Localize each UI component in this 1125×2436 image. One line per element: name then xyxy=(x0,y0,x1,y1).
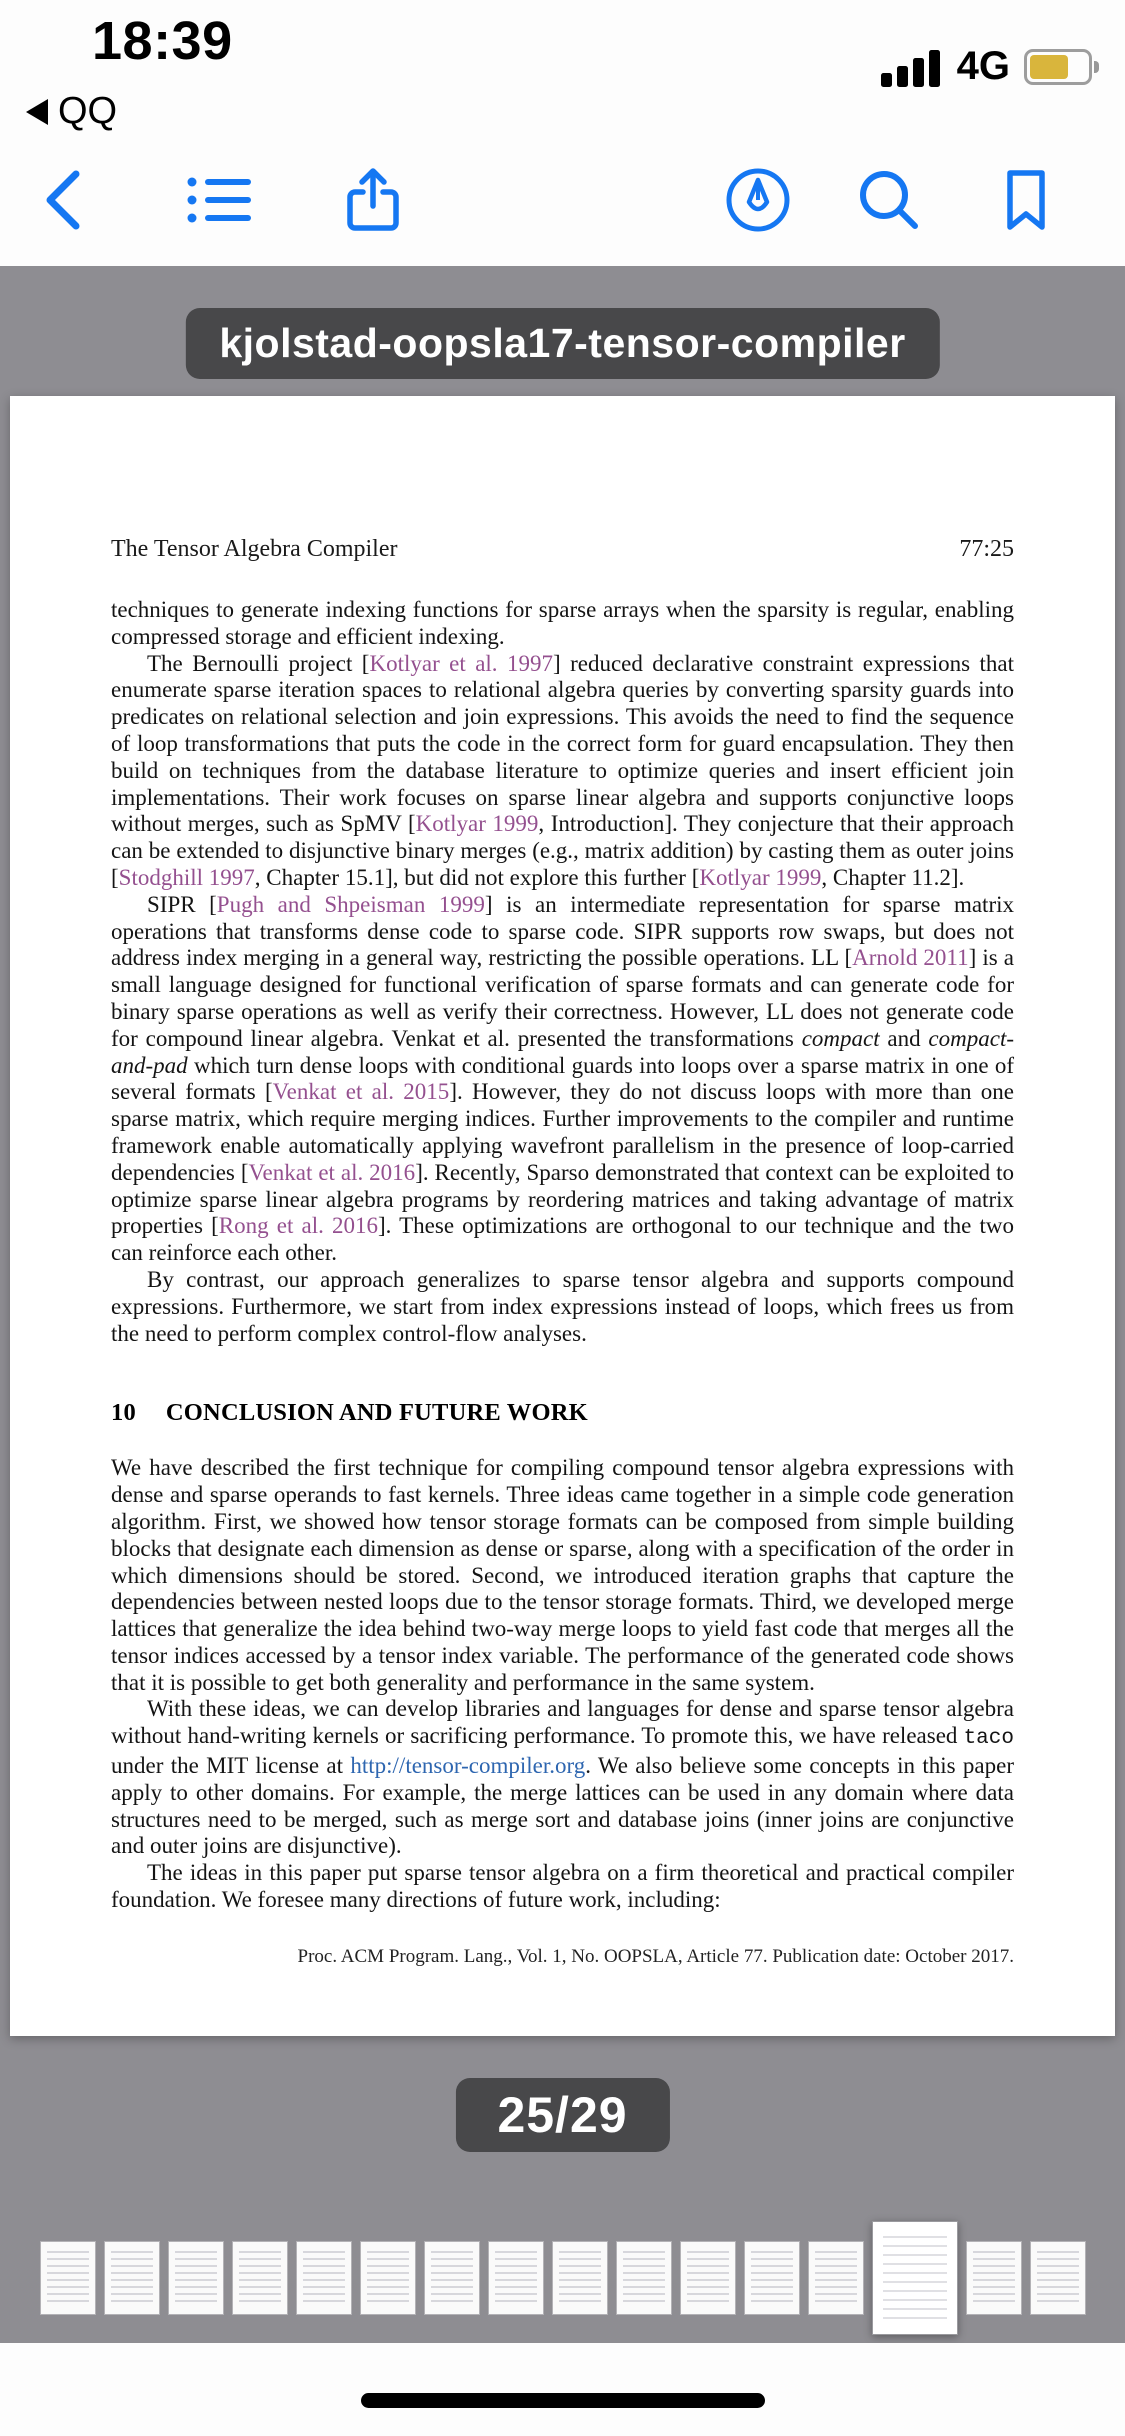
share-button[interactable] xyxy=(337,164,409,236)
page-thumbnail[interactable] xyxy=(232,2241,288,2315)
paragraph xyxy=(111,597,1014,651)
status-time: 18:39 xyxy=(92,11,233,71)
text-run: taco xyxy=(963,1727,1014,1751)
paragraph xyxy=(111,892,1014,1267)
page-thumbnail[interactable] xyxy=(488,2241,544,2315)
text-run: under the MIT license at xyxy=(111,1753,351,1779)
text-run: , Introduction]. They conjecture that their approach can be extended to disjunctive binary merges (e.g., matrix addition) by casting them as outer joins [ xyxy=(111,811,1014,890)
text-run: With these ideas, we can develop libraries and languages for dense and sparse tensor algebra without hand-writing kernels or sacrificing performance. To promote this, we have released xyxy=(111,1696,1014,1749)
outline-button[interactable] xyxy=(182,164,254,236)
text-run: , Chapter 15.1], but did not explore this further [ xyxy=(254,864,700,890)
paper-body-top xyxy=(111,597,1014,1347)
page-thumbnail[interactable] xyxy=(680,2241,736,2315)
text-run: ]. These optimizations are orthogonal to our technique and the two can reinforce each other. xyxy=(111,1213,1014,1266)
text-run: By contrast, our approach generalizes to sparse tensor algebra and supports compound expressions. Furthermore, we start from index expressions instead of loops, which frees us from the need to perform complex control-flow analyses. xyxy=(111,1266,1014,1346)
share-icon xyxy=(337,164,409,236)
pdf-toolbar xyxy=(0,140,1125,266)
section-title: CONCLUSION AND FUTURE WORK xyxy=(165,1399,588,1427)
page-thumbnail[interactable] xyxy=(744,2241,800,2315)
section-heading xyxy=(111,1399,1014,1427)
page-thumbnail[interactable] xyxy=(1030,2241,1086,2315)
paper-body-conclusion xyxy=(111,1455,1014,1914)
battery-icon xyxy=(1024,49,1099,85)
home-indicator[interactable] xyxy=(361,2393,765,2408)
search-icon xyxy=(853,164,925,236)
text-run: ]. However, they do not discuss loops with more than one sparse matrix, which require merging indices. Further improvements to the compiler and runtime framework enable automatically applying wavefront parallelism in the presence of loop-carried dependencies [ xyxy=(111,1079,1014,1185)
page-thumbnail[interactable] xyxy=(966,2241,1022,2315)
back-button[interactable] xyxy=(32,164,104,236)
pdf-page[interactable] xyxy=(10,396,1115,2036)
filename-badge: kjolstad-oopsla17-tensor-compiler xyxy=(185,308,939,379)
page-thumbnail-current[interactable] xyxy=(872,2221,958,2335)
citation-link[interactable]: Rong et al. 2016 xyxy=(218,1213,378,1239)
text-run: , Chapter 11.2]. xyxy=(821,864,965,890)
text-run: SIPR [ xyxy=(147,891,217,917)
outline-list-icon xyxy=(182,164,254,236)
search-button[interactable] xyxy=(853,164,925,236)
page-thumbnail[interactable] xyxy=(424,2241,480,2315)
text-run: which turn dense loops with conditional guards into loops over a sparse matrix in one of several formats [ xyxy=(111,1052,1014,1105)
status-right-cluster xyxy=(881,44,1099,89)
page-thumbnail[interactable] xyxy=(296,2241,352,2315)
back-to-app[interactable] xyxy=(26,90,117,133)
citation-link[interactable]: Arnold 2011 xyxy=(852,945,969,971)
page-thumbnail[interactable] xyxy=(360,2241,416,2315)
paragraph xyxy=(111,651,1014,892)
page-thumbnail[interactable] xyxy=(552,2241,608,2315)
page-thumbnail[interactable] xyxy=(808,2241,864,2315)
external-link[interactable]: http://tensor-compiler.org xyxy=(350,1753,586,1779)
bookmark-button[interactable] xyxy=(990,164,1062,236)
paragraph xyxy=(111,1455,1014,1696)
citation-link[interactable]: Kotlyar et al. 1997 xyxy=(369,650,553,676)
page-thumbnail[interactable] xyxy=(168,2241,224,2315)
text-run: and xyxy=(879,1025,929,1051)
top-chrome xyxy=(0,0,1125,266)
page-thumbnail[interactable] xyxy=(104,2241,160,2315)
back-triangle-icon xyxy=(26,99,48,125)
text-run: ] reduced declarative constraint expressions that enumerate sparse iteration spaces to relational algebra queries by converting sparsity guards into predicates on relational selection and join expressions. This avoids the need to find the sequence of loop transformations that puts the code in the correct form for guard encapsulation. They then build on techniques from the database literature to optimize queries and insert efficient join implementations. Their work focuses on sparse linear algebra and supports conjunctive loops without merges, such as SpMV [ xyxy=(111,650,1014,837)
signal-strength-icon xyxy=(881,47,943,87)
annotate-button[interactable] xyxy=(722,164,794,236)
running-header-pageref: 77:25 xyxy=(959,536,1014,562)
bookmark-icon xyxy=(990,164,1062,236)
text-run: ] is an intermediate representation for sparse matrix operations that transforms dense code to sparse code. SIPR supports row swaps, but does not address index merging in a general way, restricting the possible operations. LL [ xyxy=(111,891,1014,971)
text-run: The Bernoulli project [ xyxy=(147,650,370,676)
paragraph xyxy=(111,1860,1014,1914)
page-thumbnail[interactable] xyxy=(40,2241,96,2315)
citation-link[interactable]: Venkat et al. 2016 xyxy=(248,1159,416,1185)
text-run: compact xyxy=(801,1025,880,1051)
citation-link[interactable]: Pugh and Shpeisman 1999 xyxy=(216,891,485,917)
text-run: ]. Recently, Sparso demonstrated that context can be exploited to optimize sparse linear algebra programs by reordering matrices and taking advantage of matrix properties [ xyxy=(111,1159,1014,1239)
text-run: . We also believe some concepts in this paper apply to other domains. For example, the merge lattices can be used in any domain where data structures need to be merged, such as merge sort and database joins (inner joins are conjunctive and outer joins are disjunctive). xyxy=(111,1753,1015,1859)
citation-link[interactable]: Kotlyar 1999 xyxy=(699,864,822,890)
citation-link[interactable]: Venkat et al. 2015 xyxy=(272,1079,450,1105)
chevron-left-icon xyxy=(32,164,104,236)
running-header-title: The Tensor Algebra Compiler xyxy=(111,536,398,562)
thumbnail-strip[interactable] xyxy=(40,2221,1086,2335)
page-indicator: 25/29 xyxy=(455,2078,669,2152)
paragraph xyxy=(111,1267,1014,1347)
bottom-bar xyxy=(0,2343,1125,2436)
text-run: ] is a small language designed for functional verification of sparse formats and can generate code for binary sparse operations as well as verify their correctness. However, LL does not generate code for compound linear algebra. Venkat et al. presented the transformations xyxy=(111,945,1015,1051)
text-run: compact-and-pad xyxy=(111,1025,1014,1078)
text-run: We have described the first technique for compiling compound tensor algebra expressions with dense and sparse operands to fast kernels. Three ideas came together in a simple code generation algorithm. First, we showed how tensor storage formats can be composed from simple building blocks that designate each dimension as dense or sparse, along with a specification of the order in which dimensions should be stored. Second, we introduced iteration graphs that capture the dependencies between nested loops due to the tensor storage formats. Third, we developed merge lattices that generalize the idea behind two-way merge loops to yield fast code that merges all the tensor indices accessed by a tensor index variable. The performance of the generated code shows that it is possible to get both generality and performance in the same system. xyxy=(111,1455,1014,1695)
network-type-label: 4G xyxy=(956,44,1010,88)
page-footer: Proc. ACM Program. Lang., Vol. 1, No. OOPSLA, Article 77. Publication date: October 2017. xyxy=(297,1946,1014,1967)
text-run: techniques to generate indexing functions for sparse arrays when the sparsity is regular, enabling compressed storage and efficient indexing. xyxy=(111,597,1014,649)
paragraph xyxy=(111,1696,1014,1860)
annotate-icon xyxy=(722,164,794,236)
section-number: 10 xyxy=(111,1399,136,1427)
citation-link[interactable]: Stodghill 1997 xyxy=(118,864,255,890)
pdf-scroll-area[interactable] xyxy=(0,266,1125,2343)
running-header xyxy=(111,536,1014,563)
citation-link[interactable]: Kotlyar 1999 xyxy=(415,811,539,837)
page-thumbnail[interactable] xyxy=(616,2241,672,2315)
text-run: The ideas in this paper put sparse tensor algebra on a firm theoretical and practical compiler foundation. We foresee many directions of future work, including: xyxy=(111,1860,1014,1913)
back-app-label: QQ xyxy=(58,90,118,132)
